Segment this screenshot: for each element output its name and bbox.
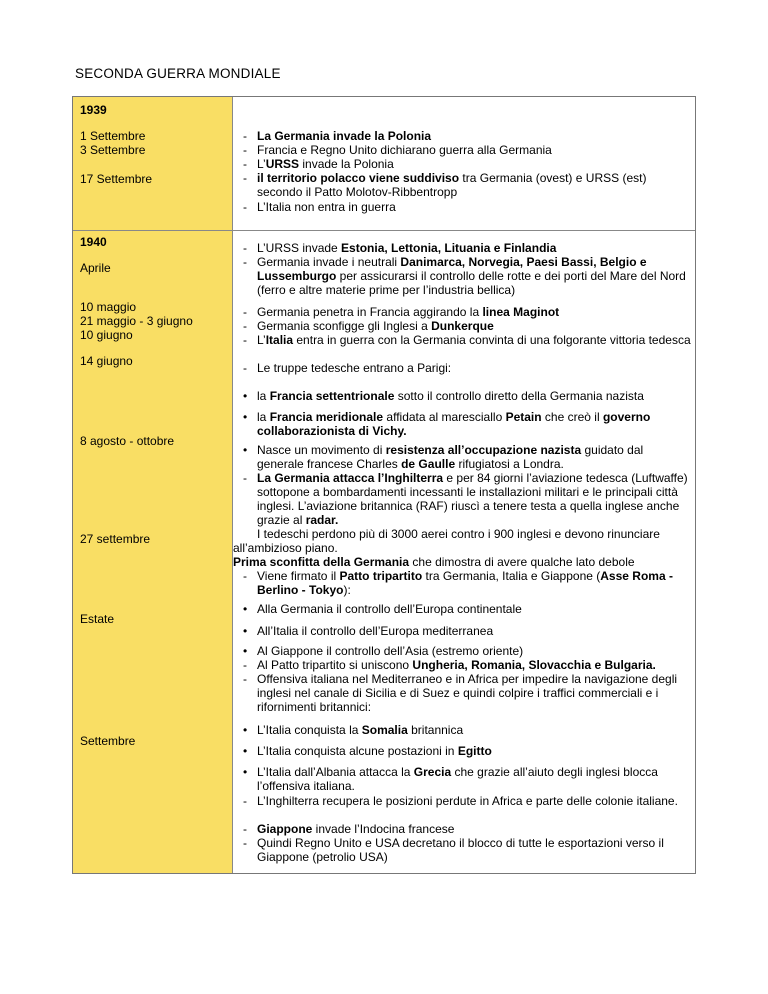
- page-title: SECONDA GUERRA MONDIALE: [75, 66, 281, 81]
- date-label: Estate: [80, 612, 115, 626]
- paragraph: Prima sconfitta della Germania che dimostra di avere qualche lato debole: [233, 555, 635, 569]
- list-item: - Viene firmato il Patto tripartito tra Germania, Italia e Giappone (Asse Roma - Berlino - Tokyo):: [243, 569, 673, 597]
- list-item: - Germania sconfigge gli Inglesi a Dunkerque: [243, 319, 494, 333]
- date-label: 1 Settembre: [80, 129, 146, 143]
- dash-marker: -: [243, 319, 247, 333]
- dash-marker: -: [243, 658, 247, 672]
- timeline-table: [72, 96, 696, 874]
- bullet-marker: •: [243, 443, 248, 457]
- date-label: Aprile: [80, 261, 111, 275]
- bullet-marker: •: [243, 410, 248, 424]
- dash-marker: -: [243, 333, 247, 347]
- list-item: - Quindi Regno Unito e USA decretano il blocco di tutte le esportazioni verso il Giappone (petrolio USA): [243, 836, 664, 864]
- bullet-marker: •: [243, 644, 248, 658]
- date-label: 3 Settembre: [80, 143, 146, 157]
- list-item: • la Francia settentrionale sotto il controllo diretto della Germania nazista: [243, 389, 644, 403]
- dash-marker: -: [243, 171, 247, 185]
- list-item: • All’Italia il controllo dell’Europa mediterranea: [243, 624, 494, 638]
- bullet-marker: •: [243, 389, 248, 403]
- dash-marker: -: [243, 305, 247, 319]
- bullet-marker: •: [243, 744, 248, 758]
- dash-marker: -: [243, 143, 247, 157]
- dash-marker: -: [243, 822, 247, 836]
- list-item: • Al Giappone il controllo dell’Asia (estremo oriente): [243, 644, 524, 658]
- date-label: Settembre: [80, 734, 136, 748]
- list-item: - La Germania attacca l’Inghilterra e per 84 giorni l’aviazione tedesca (Luftwaffe) sottopone a bombardamenti incessanti le installazioni militari e le principali città inglesi. L’aviazione britannica (RAF) riuscì a tenere testa a quella inglese anche grazie al radar.: [243, 471, 688, 527]
- date-label: 8 agosto - ottobre: [80, 434, 175, 448]
- list-item: - L’Inghilterra recupera le posizioni perdute in Africa e parte delle colonie italiane.: [243, 794, 678, 808]
- dash-marker: -: [243, 129, 247, 143]
- dash-marker: -: [243, 241, 247, 255]
- dash-marker: -: [243, 157, 247, 171]
- date-label: 27 settembre: [80, 532, 151, 546]
- list-item: - L’Italia non entra in guerra: [243, 200, 396, 214]
- date-label: 14 giugno: [80, 354, 133, 368]
- date-label: 21 maggio - 3 giugno: [80, 314, 193, 328]
- list-item: - Francia e Regno Unito dichiarano guerra alla Germania: [243, 143, 552, 157]
- list-item: - L’Italia entra in guerra con la Germania convinta di una folgorante vittoria tedesca: [243, 333, 691, 347]
- list-item: - Germania penetra in Francia aggirando la linea Maginot: [243, 305, 560, 319]
- list-item: - Germania invade i neutrali Danimarca, Norvegia, Paesi Bassi, Belgio e Lussemburgo per assicurarsi il controllo delle rotte e dei porti del Mare del Nord (ferro e altre materie prime per l’industria bellica): [243, 255, 686, 297]
- bullet-marker: •: [243, 765, 248, 779]
- date-label: 17 Settembre: [80, 172, 153, 186]
- events-column: [233, 97, 695, 873]
- list-item: • L’Italia conquista alcune postazioni in Egitto: [243, 744, 492, 758]
- dash-marker: -: [243, 255, 247, 269]
- year-1939: 1939: [80, 103, 107, 117]
- list-item: - Giappone invade l’Indocina francese: [243, 822, 455, 836]
- list-item: • Nasce un movimento di resistenza all’occupazione nazista guidato dal generale francese Charles de Gaulle rifugiatosi a Londra.: [243, 443, 644, 471]
- paragraph: I tedeschi perdono più di 3000 aerei contro i 900 inglesi e devono rinunciare all’ambizioso piano.: [233, 527, 660, 555]
- bullet-marker: •: [243, 624, 248, 638]
- date-label: 10 giugno: [80, 328, 133, 342]
- dash-marker: -: [243, 836, 247, 850]
- dash-marker: -: [243, 794, 247, 808]
- list-item: - Offensiva italiana nel Mediterraneo e in Africa per impedire la navigazione degli inglesi nel canale di Sicilia e di Suez e quindi colpire i traffici commerciali e i rifornimenti britannici:: [243, 672, 678, 714]
- date-label: 10 maggio: [80, 300, 137, 314]
- bullet-marker: •: [243, 602, 248, 616]
- list-item: - Al Patto tripartito si uniscono Ungheria, Romania, Slovacchia e Bulgaria.: [243, 658, 656, 672]
- list-item: • L’Italia conquista la Somalia britannica: [243, 723, 464, 737]
- list-item: - La Germania invade la Polonia: [243, 129, 432, 143]
- list-item: - Le truppe tedesche entrano a Parigi:: [243, 361, 452, 375]
- dash-marker: -: [243, 471, 247, 485]
- dash-marker: -: [243, 672, 247, 686]
- list-item: • L’Italia dall’Albania attacca la Grecia che grazie all’aiuto degli inglesi blocca l’offensiva italiana.: [243, 765, 658, 793]
- dash-marker: -: [243, 361, 247, 375]
- dash-marker: -: [243, 569, 247, 583]
- list-item: • Alla Germania il controllo dell’Europa continentale: [243, 602, 522, 616]
- list-item: - L’URSS invade la Polonia: [243, 157, 394, 171]
- dash-marker: -: [243, 200, 247, 214]
- bullet-marker: •: [243, 723, 248, 737]
- year-1940: 1940: [80, 235, 107, 249]
- dates-column: [73, 97, 232, 873]
- list-item: - L’URSS invade Estonia, Lettonia, Lituania e Finlandia: [243, 241, 557, 255]
- list-item: • la Francia meridionale affidata al maresciallo Petain che creò il governo collaborazionista di Vichy.: [243, 410, 651, 438]
- list-item: - il territorio polacco viene suddiviso tra Germania (ovest) e URSS (est) secondo il Patto Molotov-Ribbentropp: [243, 171, 647, 199]
